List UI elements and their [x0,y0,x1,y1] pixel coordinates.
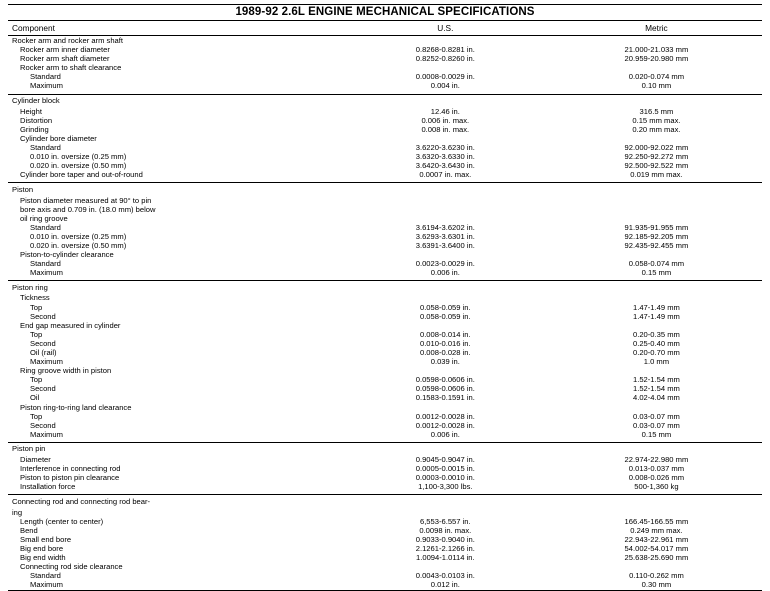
cell-us-value [340,293,551,302]
cell-component: Small end bore [20,534,72,544]
cell-component: Rocker arm and rocker arm shaft [12,36,123,45]
cell-metric-value: 0.013-0.037 mm [628,464,685,474]
table-row [8,580,762,589]
page-title: 1989-92 2.6L ENGINE MECHANICAL SPECIFICATIONS [8,4,762,21]
cell-metric-value: 92.250-92.272 mm [624,152,689,162]
cell-metric-value [551,63,762,72]
cell-metric-value: 92.000-92.022 mm [624,143,689,153]
cell-component: Standard [30,259,61,269]
cell-component: Height [20,106,42,116]
cell-metric-value: 0.20 mm max. [632,124,681,134]
cell-component: Connecting rod and connecting rod bear- [8,495,340,508]
cell-component: Maximum [30,429,63,439]
cell-metric-value [551,495,762,508]
cell-us-value: 0.8252-0.8260 in. [415,54,475,64]
table-row [8,375,762,384]
cell-us-value: 0.0098 in. max. [419,525,472,535]
table-row [8,170,762,179]
cell-us-value [340,94,551,107]
cell-us-value: 0.0598-0.0606 in. [415,384,475,394]
cell-metric-value [551,196,762,205]
table-row [8,143,762,152]
cell-component: 0.020 in. oversize (0.50 mm) [30,161,127,171]
cell-component: Big end width [20,552,66,562]
cell-us-value [340,281,551,294]
table-row [8,125,762,134]
cell-component: Maximum [30,81,63,91]
table-row [8,366,762,375]
table-row [8,72,762,81]
cell-metric-value: 0.019 mm max. [630,170,683,180]
cell-component: End gap measured in cylinder [20,320,121,330]
cell-metric-value [551,293,762,302]
table-row [8,293,762,302]
table-row [8,517,762,526]
cell-us-value: 0.004 in. [430,81,460,91]
table-body [8,36,762,590]
cell-component: Cylinder bore diameter [20,133,97,143]
cell-metric-value: 22.974-22.980 mm [624,455,689,465]
cell-us-value: 0.0012-0.0028 in. [415,411,475,421]
table-row [8,330,762,339]
cell-metric-value [551,442,762,455]
cell-metric-value: 4.02-4.04 mm [633,393,680,403]
cell-us-value: 3.6420-3.6430 in. [415,161,475,171]
table-row [8,384,762,393]
cell-us-value: 0.012 in. [430,580,460,590]
table-row [8,116,762,125]
cell-metric-value: 0.15 mm [641,268,672,278]
cell-metric-value: 21.000-21.033 mm [624,45,689,55]
cell-us-value: 3.6220-3.6230 in. [415,143,475,153]
table-row [8,223,762,232]
cell-component: Top [30,302,43,312]
column-header-us: U.S. [340,21,551,36]
cell-component: Standard [30,222,61,232]
cell-us-value: 2.1261-2.1266 in. [415,543,475,553]
table-row [8,442,762,455]
table-row [8,562,762,571]
cell-metric-value: 0.10 mm [641,81,672,91]
cell-metric-value: 1.52-1.54 mm [633,384,680,394]
cell-component: Top [30,411,43,421]
table-row [8,571,762,580]
cell-us-value [340,495,551,508]
cell-us-value: 1.0094-1.0114 in. [416,552,475,562]
cell-us-value [340,205,551,214]
cell-metric-value: 0.30 mm [641,580,672,590]
cell-us-value: 0.1583-0.1591 in. [415,393,475,403]
table-row [8,281,762,294]
column-header-metric: Metric [551,21,762,36]
table-row [8,45,762,54]
cell-us-value: 0.039 in. [430,357,460,367]
table-row [8,205,762,214]
cell-metric-value [551,250,762,259]
cell-component: ing [12,507,23,517]
table-header [8,21,762,36]
cell-metric-value [551,403,762,412]
table-row [8,535,762,544]
cell-us-value [340,250,551,259]
cell-metric-value: 54.002-54.017 mm [624,543,689,553]
cell-us-value: 0.008-0.014 in. [419,329,471,339]
cell-metric-value: 1.52-1.54 mm [633,375,680,385]
cell-component: Ring groove width in piston [20,366,112,376]
cell-component: Piston diameter measured at 90° to pin [20,195,152,205]
cell-metric-value [551,214,762,223]
cell-component: Second [30,338,56,348]
cell-component: Piston ring-to-ring land clearance [20,402,132,412]
cell-us-value [340,403,551,412]
cell-metric-value [551,94,762,107]
cell-metric-value: 0.03-0.07 mm [633,420,680,430]
cell-us-value: 0.006 in. [430,268,460,278]
cell-metric-value: 316.5 mm [639,106,674,116]
cell-component: Piston pin [8,442,340,455]
cell-component: Interference in connecting rod [20,464,121,474]
cell-component: Piston to piston pin clearance [20,473,120,483]
cell-metric-value [551,205,762,214]
table-row [8,303,762,312]
table-row [8,544,762,553]
cell-metric-value: 0.15 mm [641,429,672,439]
cell-us-value [340,562,551,571]
cell-us-value: 0.0007 in. max. [419,170,472,180]
cell-metric-value: 0.020-0.074 mm [628,72,685,82]
cell-metric-value [551,281,762,294]
table-row [8,94,762,107]
table-row [8,54,762,63]
cell-component: Maximum [30,357,63,367]
cell-component: Cylinder block [8,94,340,107]
cell-component: Second [30,384,56,394]
table-row [8,183,762,196]
table-row [8,348,762,357]
cell-component: Oil [30,393,40,403]
table-row [8,63,762,72]
cell-metric-value: 25.638-25.690 mm [624,552,689,562]
cell-us-value: 3.6194-3.6202 in. [415,222,475,232]
table-row [8,430,762,439]
cell-us-value [340,196,551,205]
cell-component: Piston-to-cylinder clearance [20,250,114,260]
cell-component: 0.010 in. oversize (0.25 mm) [30,231,127,241]
table-row [8,134,762,143]
cell-us-value: 12.46 in. [430,106,460,116]
cell-metric-value: 166.45-166.55 mm [624,516,689,526]
cell-us-value [340,36,551,46]
cell-us-value: 3.6391-3.6400 in. [415,240,475,250]
table-row [8,526,762,535]
cell-us-value: 0.0023-0.0029 in. [415,259,475,269]
cell-us-value: 0.008-0.028 in. [419,348,471,357]
cell-metric-value: 0.058-0.074 mm [628,259,685,269]
engine-specifications-table [8,21,762,589]
cell-us-value [340,442,551,455]
table-row [8,403,762,412]
cell-metric-value: 0.15 mm max. [632,115,681,125]
cell-metric-value [551,134,762,143]
cell-metric-value: 91.935-91.955 mm [624,222,689,232]
cell-us-value: 0.008 in. max. [421,124,470,134]
cell-component: Connecting rod side clearance [20,562,123,572]
cell-us-value [340,321,551,330]
cell-metric-value: 0.008-0.026 mm [628,473,685,483]
cell-component: Piston ring [8,281,340,294]
cell-component: Maximum [30,580,63,590]
cell-metric-value: 92.185-92.205 mm [624,231,689,241]
cell-us-value: 3.6320-3.6330 in. [415,152,475,162]
cell-component: Top [30,329,43,339]
cell-component: Diameter [20,455,51,465]
table-row [8,357,762,366]
cell-us-value [340,134,551,143]
cell-us-value: 0.0005-0.0015 in. [415,464,475,474]
table-row [8,508,762,517]
table-row [8,196,762,205]
cell-component: Rocker arm to shaft clearance [20,63,122,73]
cell-component: Standard [30,143,61,153]
cell-metric-value [551,508,762,517]
cell-component: Maximum [30,268,63,278]
cell-component: Installation force [20,482,76,492]
table-row [8,81,762,90]
table-row [8,241,762,250]
cell-us-value: 0.058-0.059 in. [419,311,471,321]
cell-metric-value: 0.249 mm max. [630,525,683,535]
cell-metric-value: 20.959-20.980 mm [624,54,689,64]
cell-us-value [340,183,551,196]
table-row [8,214,762,223]
cell-metric-value: 0.20-0.70 mm [633,348,680,357]
cell-metric-value: 92.500-92.522 mm [624,161,689,171]
cell-metric-value: 1.0 mm [643,357,670,367]
cell-us-value: 0.9033-0.9040 in. [415,534,475,544]
cell-metric-value: 0.25-0.40 mm [633,338,680,348]
cell-component: Second [30,420,56,430]
cell-metric-value [551,366,762,375]
cell-component: Standard [30,72,61,82]
cell-us-value: 3.6293-3.6301 in. [415,231,475,241]
cell-us-value: 0.8268-0.8281 in. [415,45,475,55]
cell-us-value: 1,100-3,300 lbs. [418,482,473,492]
cell-us-value: 0.006 in. max. [421,115,470,125]
cell-metric-value: 0.20-0.35 mm [633,329,680,339]
cell-metric-value: 1.47-1.49 mm [633,302,680,312]
cell-metric-value: 0.110-0.262 mm [629,571,684,581]
table-row [8,464,762,473]
cell-component: Rocker arm shaft diameter [20,54,110,64]
table-row [8,412,762,421]
table-row [8,421,762,430]
cell-component: Oil (rail) [30,348,57,357]
cell-us-value: 0.0008-0.0029 in. [415,72,475,82]
cell-us-value: 6,553-6.557 in. [419,516,471,526]
cell-us-value: 0.0003-0.0010 in. [415,473,475,483]
cell-us-value: 0.0598-0.0606 in. [415,375,475,385]
table-row [8,259,762,268]
cell-us-value [340,366,551,375]
table-row [8,393,762,402]
cell-us-value [340,214,551,223]
cell-us-value: 0.006 in. [430,429,460,439]
cell-component: Tickness [20,293,50,303]
table-row [8,232,762,241]
cell-us-value: 0.9045-0.9047 in. [415,455,475,465]
cell-metric-value: 22.943-22.961 mm [624,534,689,544]
cell-us-value [340,508,551,517]
table-row [8,455,762,464]
table-row [8,161,762,170]
cell-metric-value [551,183,762,196]
cell-metric-value [551,36,762,46]
cell-component: 0.020 in. oversize (0.50 mm) [30,240,127,250]
table-row [8,482,762,491]
table-row [8,553,762,562]
cell-metric-value: 500-1,360 kg [634,482,679,492]
cell-component: Bend [20,525,38,535]
cell-metric-value: 92.435-92.455 mm [624,240,689,250]
table-row [8,250,762,259]
cell-us-value: 0.0043-0.0103 in. [415,571,475,581]
table-row [8,312,762,321]
column-header-component: Component [8,21,340,36]
cell-component: Rocker arm inner diameter [20,45,110,55]
cell-component: Second [30,311,56,321]
cell-component: Cylinder bore taper and out-of-round [20,170,143,180]
table-row [8,495,762,508]
cell-component: Standard [30,571,61,581]
table-row [8,36,762,46]
cell-us-value: 0.010-0.016 in. [419,338,471,348]
table-row [8,473,762,482]
cell-component: Distortion [20,115,53,125]
cell-component: oil ring groove [20,213,68,223]
cell-metric-value: 1.47-1.49 mm [633,311,680,321]
cell-component: Piston [8,183,340,196]
cell-us-value: 0.0012-0.0028 in. [415,420,475,430]
table-row [8,268,762,277]
cell-metric-value: 0.03-0.07 mm [633,411,680,421]
cell-component: Big end bore [20,543,64,553]
table-row [8,107,762,116]
table-row [8,339,762,348]
cell-metric-value [551,321,762,330]
cell-us-value: 0.058-0.059 in. [419,302,471,312]
table-row [8,152,762,161]
table-row [8,321,762,330]
cell-component: Grinding [20,124,49,134]
cell-component: Length (center to center) [20,516,104,526]
cell-component: bore axis and 0.709 in. (18.0 mm) below [20,204,156,214]
cell-component: Top [30,375,43,385]
cell-component: 0.010 in. oversize (0.25 mm) [30,152,127,162]
cell-us-value [340,63,551,72]
cell-metric-value [551,562,762,571]
